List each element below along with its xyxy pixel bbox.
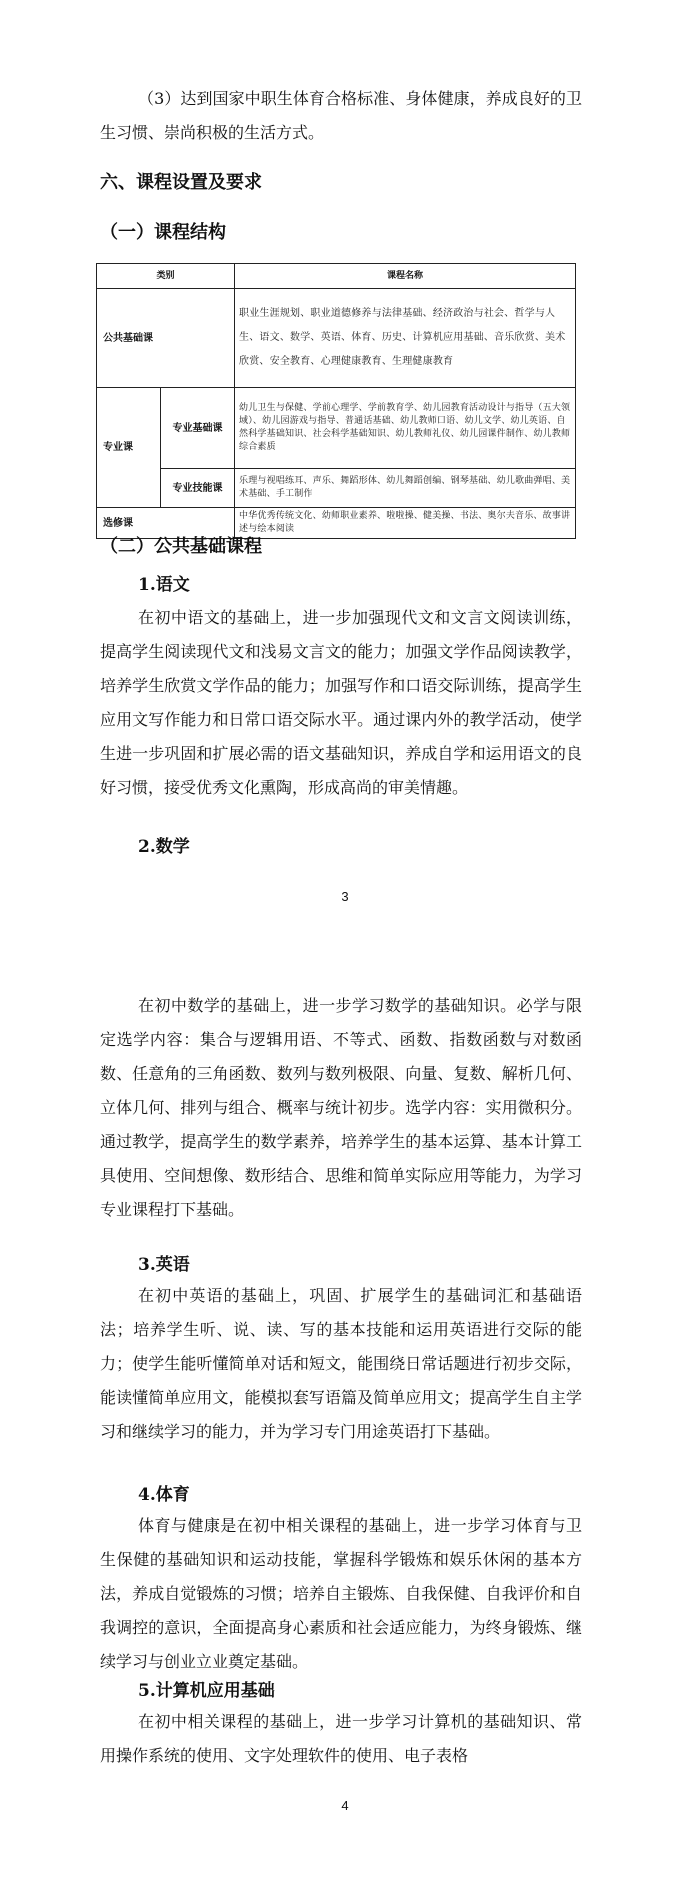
math-heading: 2.数学 — [138, 837, 190, 857]
table-row-professional-basic — [97, 388, 576, 469]
chinese-heading: 1.语文 — [138, 575, 190, 595]
table-row-professional-skill — [97, 469, 576, 508]
course-structure-heading: （一）课程结构 — [100, 222, 226, 243]
pe-heading: 4.体育 — [138, 1485, 190, 1505]
table-header-row — [97, 264, 576, 289]
page-number-3: 3 — [341, 889, 349, 904]
math-paragraph: 在初中数学的基础上，进一步学习数学的基础知识。必学与限定选学内容：集合与逻辑用语、不等式、函数、指数函数与对数函数、任意角的三角函数、数列与数列极限、向量、复数、解析几何、立体几何、排列与组合、概率与统计初步。选学内容：实用微积分。通过教学，提高学生的数学素养，培养学生的基本运算、基本计算工具使用、空间想像、数形结合、思维和简单实际应用等能力，为学习专业课程打下基础。 — [100, 996, 582, 1219]
category-elective: 选修课 — [97, 508, 235, 539]
public-basic-courses-heading: （二）公共基础课程 — [100, 536, 262, 557]
courses-professional-basic: 幼儿卫生与保健、学前心理学、学前教育学、幼儿园教育活动设计与指导（五大领域）、幼儿园游戏与指导、普通话基础、幼儿教师口语、幼儿文学、幼儿英语、自然科学基础知识、社会科学基础知识、幼儿教师礼仪、幼儿园课件制作、幼儿教师综合素质 — [235, 388, 576, 469]
pe-paragraph: 体育与健康是在初中相关课程的基础上，进一步学习体育与卫生保健的基础知识和运动技能，掌握科学锻炼和娱乐休闲的基本方法，养成自觉锻炼的习惯；培养自主锻炼、自我保健、自我评价和自我调控的意识，全面提高身心素质和社会适应能力，为终身锻炼、继续学习与创业立业奠定基础。 — [100, 1516, 582, 1671]
courses-professional-skill: 乐理与视唱练耳、声乐、舞蹈形体、幼儿舞蹈创编、钢琴基础、幼儿歌曲弹唱、美术基础、手工制作 — [235, 469, 576, 508]
intro-paragraph: （3）达到国家中职生体育合格标准、身体健康，养成良好的卫生习惯、崇尚积极的生活方式。 — [100, 89, 582, 142]
subcategory-professional-skill: 专业技能课 — [161, 469, 235, 508]
course-structure-table — [96, 263, 576, 539]
computer-basics-heading: 5.计算机应用基础 — [138, 1681, 275, 1701]
chinese-paragraph: 在初中语文的基础上，进一步加强现代文和文言文阅读训练，提高学生阅读现代文和浅易文言文的能力；加强文学作品阅读教学，培养学生欣赏文学作品的能力；加强写作和口语交际训练，提高学生应用文写作能力和日常口语交际水平。通过课内外的教学活动，使学生进一步巩固和扩展必需的语文基础知识，养成自学和运用语文的良好习惯，接受优秀文化熏陶，形成高尚的审美情趣。 — [100, 608, 582, 797]
english-heading: 3.英语 — [138, 1255, 190, 1275]
header-course-name: 课程名称 — [235, 264, 576, 289]
document-page-4 — [0, 960, 690, 1890]
category-professional: 专业课 — [97, 388, 161, 508]
courses-public-basic: 职业生涯规划、职业道德修养与法律基础、经济政治与社会、哲学与人生、语文、数学、英语、体育、历史、计算机应用基础、音乐欣赏、美术欣赏、安全教育、心理健康教育、生理健康教育 — [235, 289, 576, 388]
category-public-basic: 公共基础课 — [97, 289, 235, 388]
subcategory-professional-basic: 专业基础课 — [161, 388, 235, 469]
courses-elective: 中华优秀传统文化、幼师职业素养、啦啦操、健美操、书法、奥尔夫音乐、故事讲述与绘本阅读 — [235, 508, 576, 539]
computer-basics-paragraph: 在初中相关课程的基础上，进一步学习计算机的基础知识、常用操作系统的使用、文字处理软件的使用、电子表格 — [100, 1712, 582, 1765]
header-category: 类别 — [97, 264, 235, 289]
section-six-heading: 六、课程设置及要求 — [100, 172, 262, 193]
table-row-public-basic — [97, 289, 576, 388]
page-number-4: 4 — [341, 1798, 349, 1813]
english-paragraph: 在初中英语的基础上，巩固、扩展学生的基础词汇和基础语法；培养学生听、说、读、写的基本技能和运用英语进行交际的能力；使学生能听懂简单对话和短文，能围绕日常话题进行初步交际，能读懂简单应用文，能模拟套写语篇及简单应用文；提高学生自主学习和继续学习的能力，并为学习专门用途英语打下基础。 — [100, 1286, 582, 1441]
